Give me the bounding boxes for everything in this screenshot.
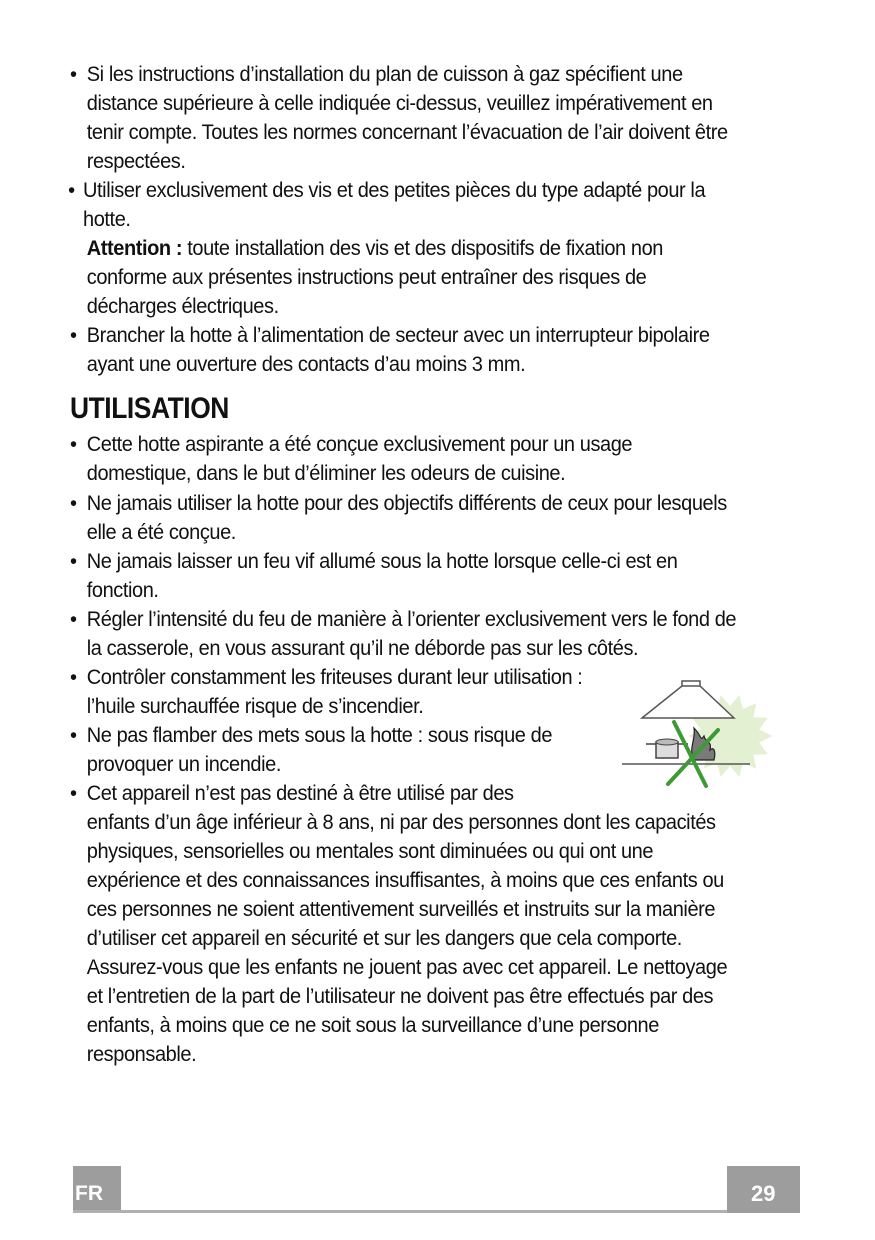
page-number: 29: [727, 1166, 800, 1213]
attention-label: Attention :: [86, 236, 183, 260]
usage-item-text: Cette hotte aspirante a été conçue exclusivement pour un usage domestique, dans le but d’éliminer les odeurs de cuisine.: [86, 432, 633, 485]
language-tab: FR: [73, 1166, 121, 1210]
usage-item-text: Contrôler constamment les friteuses durant leur utilisation : l’huile surchauffée risque de s’incendier.: [86, 665, 583, 718]
usage-item-text: Ne pas flamber des mets sous la hotte : sous risque de provoquer un incendie.: [86, 723, 553, 776]
bullet: •: [70, 491, 77, 515]
usage-item: [70, 547, 740, 605]
usage-item: [70, 663, 591, 721]
usage-item-text: Ne jamais laisser un feu vif allumé sous la hotte lorsque celle-ci est en fonction.: [86, 549, 678, 602]
usage-item: [70, 489, 740, 547]
install-item-line: hotte.: [83, 207, 131, 231]
usage-item-text: [70, 779, 740, 1069]
bullet: •: [70, 62, 77, 86]
attention-text: toute installation des vis et des dispositifs de fixation non conforme aux présentes instructions peut entraîner des risques de décharges électriques.: [86, 236, 663, 318]
footer-rule: [73, 1210, 800, 1213]
install-item-text: Si les instructions d’installation du plan de cuisson à gaz spécifient une distance supérieure à celle indiquée ci-dessus, veuillez impérativement en tenir compte. Toutes les normes concernant l’évacuation de l’air doivent être respectées.: [86, 62, 728, 173]
bullet: •: [70, 723, 77, 747]
bullet: •: [70, 549, 77, 573]
bullet: •: [68, 178, 75, 202]
bullet: •: [70, 432, 77, 456]
pan-rim: [656, 739, 678, 745]
usage-item-text-rest: enfants d’un âge inférieur à 8 ans, ni par des personnes dont les capacités physiques, sensorielles ou mentales sont diminuées ou qui ont une expérience et des connaissances insuffisantes, à moins que ces enfants ou ces personnes ne soient attentivement surveillés et instruits sur la manière d’utiliser cet appareil en sécurité et sur les dangers que cela comporte. Assurez-vous que les enfants ne jouent pas avec cet appareil. Le nettoyage et l’entretien de la part de l’utilisateur ne doivent pas être effectués par des enfants, à moins que ce ne soit sous la surveillance d’une personne responsable.: [86, 810, 728, 1066]
no-flambe-under-hood-icon: [622, 678, 774, 790]
bullet: •: [70, 323, 77, 347]
bullet: •: [70, 665, 77, 689]
usage-item: [70, 721, 591, 779]
usage-item-text: Régler l’intensité du feu de manière à l’orienter exclusivement vers le fond de la casserole, en vous assurant qu’il ne déborde pas sur les côtés.: [86, 607, 737, 660]
bullet: •: [70, 781, 77, 805]
attention-note: [70, 234, 740, 321]
usage-item-text-line: Cet appareil n’est pas destiné à être utilisé par des: [86, 781, 514, 805]
usage-item: [70, 779, 740, 1069]
install-item-text: Brancher la hotte à l’alimentation de secteur avec un interrupteur bipolaire ayant une ouverture des contacts d’au moins 3 mm.: [86, 323, 710, 376]
install-item-bipolar-switch: [70, 321, 740, 379]
install-item-text: [70, 176, 740, 234]
install-item-gas-distance: [70, 60, 740, 176]
usage-item: [70, 430, 740, 488]
bullet: •: [70, 607, 77, 631]
section-heading-utilisation: UTILISATION: [70, 392, 229, 425]
usage-item: [70, 605, 740, 663]
usage-item-text: Ne jamais utiliser la hotte pour des objectifs différents de ceux pour lesquels elle a été conçue.: [86, 491, 727, 544]
install-item-screws: [70, 176, 740, 234]
install-item-line: Utiliser exclusivement des vis et des petites pièces du type adapté pour la: [83, 178, 706, 202]
